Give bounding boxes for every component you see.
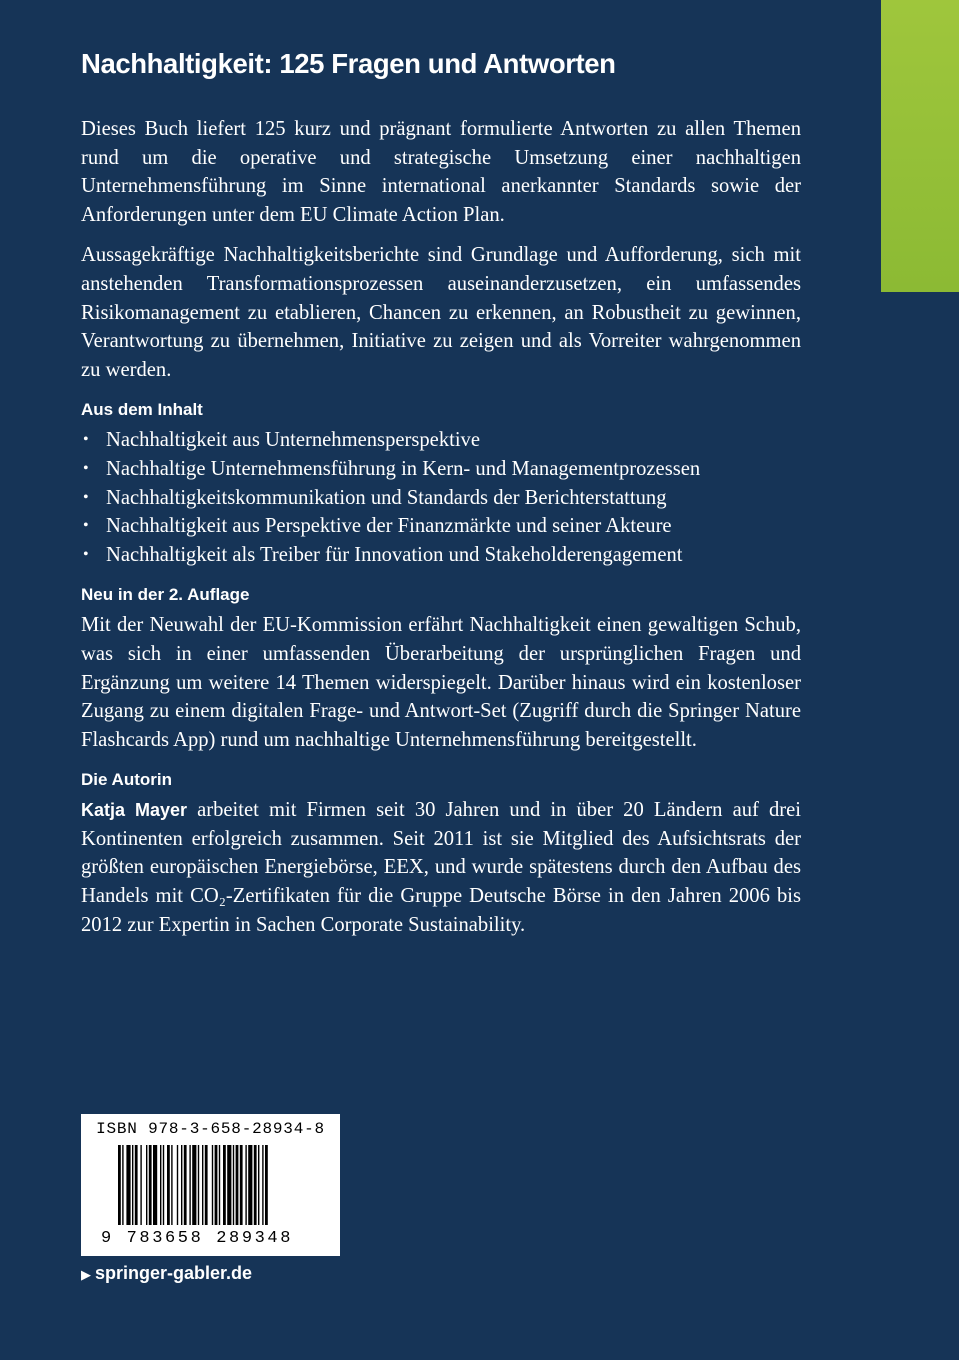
bullet-icon: •	[83, 431, 89, 449]
barcode-bar	[189, 1145, 190, 1225]
barcode-bar	[236, 1145, 239, 1225]
author-bio: arbeitet mit Firmen seit 30 Jahren und in über 20 Ländern auf drei Kontinenten erfolgreich zusammen. Seit 2011 ist sie Mitglied des Aufsichtsrats der größten europäischen Energiebörse, EEX, und wurde spätestens durch den Aufbau des Handels mit CO₂-Zertifikaten für die Gruppe Deutsche Börse in den Jahren 2006 bis 2012 zur Expertin in Sachen Corporate Sustainability.	[81, 799, 801, 936]
barcode-bar	[219, 1145, 220, 1225]
contents-list	[81, 426, 801, 569]
barcode-bar	[223, 1145, 226, 1225]
barcode-bar	[160, 1145, 161, 1225]
barcode-bar	[254, 1145, 257, 1225]
contents-heading: Aus dem Inhalt	[81, 400, 203, 420]
barcode-bar	[248, 1145, 252, 1225]
list-item: • Nachhaltigkeit als Treiber für Innovation und Stakeholderengagement	[81, 541, 801, 570]
bullet-icon: •	[83, 517, 89, 535]
bullet-icon: •	[83, 488, 89, 506]
author-name: Katja Mayer	[81, 800, 188, 821]
barcode-bar	[167, 1145, 170, 1225]
barcode-bar	[140, 1145, 141, 1225]
barcode-bar	[215, 1145, 218, 1225]
barcode-bar	[126, 1145, 130, 1225]
website-link[interactable]	[81, 1263, 252, 1284]
play-arrow-icon: ▶	[81, 1267, 91, 1282]
barcode-bar	[205, 1145, 208, 1225]
barcode-bar	[153, 1145, 157, 1225]
barcode-bar	[122, 1145, 123, 1225]
website-url: springer-gabler.de	[95, 1263, 253, 1283]
barcode-bar	[118, 1145, 121, 1225]
intro-paragraph-2: Aussagekräftige Nachhaltigkeitsberichte sind Grundlage und Aufforderung, sich mit anstehenden Transformationsprozessen auseinanderzusetzen, ein umfassendes Risikomanagement zu etablieren, Chancen zu erkennen, an Robustheit zu gewinnen, Verantwortung zu übernehmen, Initiative zu zeigen und als Vorreiter wahrgenommen zu werden.	[81, 244, 801, 381]
list-item: • Nachhaltigkeitskommunikation und Standards der Berichterstattung	[81, 484, 801, 513]
list-item: • Nachhaltige Unternehmensführung in Kern- und Managementprozessen	[81, 455, 801, 484]
isbn-barcode	[81, 1114, 340, 1256]
barcode-bar	[146, 1145, 147, 1225]
new-edition-heading: Neu in der 2. Auflage	[81, 585, 250, 605]
author-paragraph	[81, 796, 801, 939]
barcode-bar	[149, 1145, 152, 1225]
barcode-bar	[258, 1145, 259, 1225]
barcode-bar	[163, 1145, 164, 1225]
barcode-bar	[177, 1145, 178, 1225]
barcode-bar	[135, 1145, 138, 1225]
author-heading: Die Autorin	[81, 770, 172, 790]
barcode-bar	[184, 1145, 187, 1225]
green-accent-bar	[881, 0, 959, 292]
barcode-bar	[198, 1145, 199, 1225]
barcode-bar	[171, 1145, 172, 1225]
isbn-label: ISBN 978-3-658-28934-8	[96, 1120, 325, 1138]
list-item: • Nachhaltigkeit aus Perspektive der Finanzmärkte und seiner Akteure	[81, 512, 801, 541]
barcode-bar	[262, 1145, 263, 1225]
bullet-icon: •	[83, 545, 89, 563]
barcode-bar	[245, 1145, 246, 1225]
barcode-bar	[202, 1145, 203, 1225]
barcode-bar	[265, 1145, 268, 1225]
barcode-bar	[181, 1145, 182, 1225]
barcode-bar	[227, 1145, 231, 1225]
barcode-bar	[132, 1145, 133, 1225]
barcode-bar	[212, 1145, 213, 1225]
book-title: Nachhaltigkeit: 125 Fragen und Antworten	[81, 48, 616, 79]
barcode-bar	[192, 1145, 196, 1225]
list-item: • Nachhaltigkeit aus Unternehmensperspektive	[81, 426, 801, 455]
barcode-bar	[240, 1145, 243, 1225]
back-cover-text	[81, 44, 801, 951]
isbn-digits: 9 783658 289348	[101, 1229, 294, 1248]
new-edition-paragraph: Mit der Neuwahl der EU-Kommission erfährt Nachhaltigkeit einen gewaltigen Schub, was sich in einer umfassenden Überarbeitung der ursprünglichen Fragen und Ergänzung um weitere 14 Themen widerspiegelt. Darüber hinaus wird ein kostenloser Zugang zu einem digitalen Frage- und Antwort-Set (Zugriff durch die Springer Nature Flashcards App) rund um nachhaltige Unternehmensführung bereitgestellt.	[81, 614, 801, 751]
barcode-bar	[233, 1145, 234, 1225]
intro-paragraph-1: Dieses Buch liefert 125 kurz und prägnant formulierte Antworten zu allen Themen rund um die operative und strategische Umsetzung einer nachhaltigen Unternehmensführung im Sinne international anerkannter Standards sowie der Anforderungen unter dem EU Climate Action Plan.	[81, 118, 801, 226]
bullet-icon: •	[83, 459, 89, 477]
